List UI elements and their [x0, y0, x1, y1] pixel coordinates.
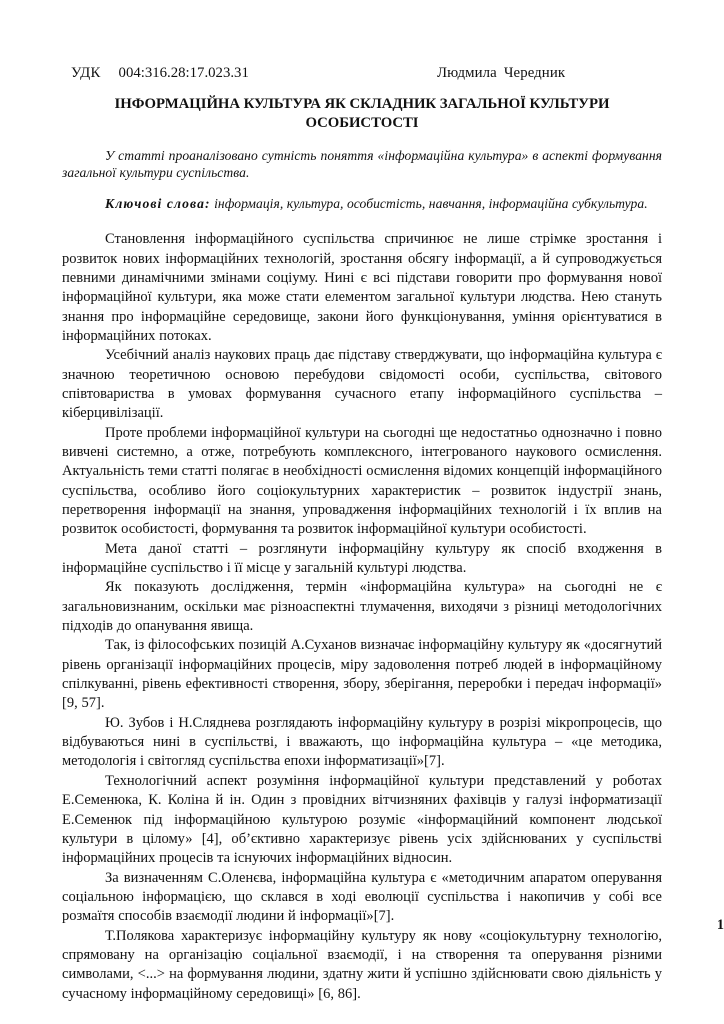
udk-code: 004:316.28:17.023.31: [118, 65, 249, 81]
body-paragraph: Як показують дослідження, термін «інформаційна культура» на сьогодні не є загальновизнаним, оскільки має різноаспектні тлумачення, виходячи з різниці методологічних підходів до опанування явища.: [62, 579, 662, 635]
author-name: [437, 63, 565, 83]
document-header: [62, 63, 662, 83]
article-body: [62, 230, 662, 1004]
udk-label: УДК: [71, 65, 101, 81]
body-paragraph: Так, із філософських позицій А.Суханов визначає інформаційну культуру як «досягнутий рівень організації інформаційних процесів, міру задоволення потреб людей в інформаційному спілкуванні, рівень ефективності створення, збору, зберігання, переробки і передач інформації» [9, 57].: [62, 637, 662, 712]
body-paragraph: Ю. Зубов і Н.Сляднева розглядають інформаційну культуру в розрізі мікропроцесів, що відбуваються нині в суспільстві, і вважають, що інформаційна культура – «це методика, методологія і світогляд суспільства епохи інформатизації»[7].: [62, 714, 662, 770]
body-paragraph: Технологічний аспект розуміння інформаційної культури представлений у роботах Е.Семенюка, К. Коліна й ін. Один з провідних вітчизняних фахівців у галузі інформатизації Е.Семенюк під інформаційною культурою розуміє «інформаційний компонент людської культури в цілому» [4], об’єктивно характеризує рівень усіх здійснюваних у суспільстві інформаційних процесів та існуючих інформаційних відносин.: [62, 772, 662, 867]
body-paragraph: Усебічний аналіз наукових праць дає підставу стверджувати, що інформаційна культура є значною теоретичною основою перебудови свідомості особи, суспільства, світового співтовариства в умовах формування сучасного етапу інформаційного суспільства – кіберцивілізації.: [62, 347, 662, 422]
body-paragraph: Т.Полякова характеризує інформаційну культуру як нову «соціокультурну технологію, спрямовану на організацію соціальної взаємодії, і на створення та оперування різними символами, <...> на формування людини, здатну жити й успішно здійснювати свою діяльність у сучасному інформаційному середовищі» [6, 86].: [62, 927, 662, 1002]
body-paragraph: Проте проблеми інформаційної культури на сьогодні ще недостатньо однозначно і повно вивчені системно, а отже, потребують комплексного, інтегрованого наукового осмислення. Актуальність теми статті полягає в необхідності осмислення відомих концепцій інформаційного суспільства, особливо його соціокультурних характеристик – розвиток індустрії знань, перетворення інформації на знання, упровадження інформаційних технологій і їх вплив на розвиток особистості, формування та розвиток інформаційної культури особистості.: [62, 424, 662, 538]
title-line-1: ІНФОРМАЦІЙНА КУЛЬТУРА ЯК СКЛАДНИК ЗАГАЛЬНОЇ КУЛЬТУРИ: [114, 96, 610, 112]
keywords-values: інформація, культура, особистість, навчання, інформаційна субкультура.: [210, 196, 648, 211]
title-line-2: ОСОБИСТОСТІ: [305, 115, 419, 131]
body-paragraph: Становлення інформаційного суспільства спричинює не лише стрімке зростання і розвиток нових інформаційних технологій, зростання обсягу інформації, а й супроводжується певними динамічними змінами соціуму. Нині є всі підстави говорити про формування нової інформаційної культури, яка може стати елементом загальної культури людства. Нею стануть знання про інформаційне середовище, закони його функціонування, уміння орієнтуватися в інформаційних потоках.: [62, 231, 662, 344]
keywords-label: Ключові слова:: [105, 196, 211, 211]
page-title: [62, 95, 662, 133]
keywords-line: [62, 195, 662, 212]
author-given-name: Людмила: [437, 65, 497, 81]
abstract-text: У статті проаналізовано сутність поняття «інформаційна культура» в аспекті формування загальної культури суспільства.: [62, 148, 662, 181]
author-family-name: Чередник: [503, 65, 566, 81]
body-paragraph: Мета даної статті – розглянути інформаційну культуру як спосіб входження в інформаційне суспільство і її місце у загальній культурі людства.: [62, 540, 662, 577]
body-paragraph: За визначенням С.Оленєва, інформаційна культура є «методичним апаратом оперування соціальною інформацією, що склався в ході еволюції суспільства і накопичив у собі все розмаїтя способів взаємодії людини й інформації»[7].: [62, 869, 662, 925]
page-content: [62, 0, 724, 1004]
udk-line: [71, 63, 249, 83]
page-number: 1: [716, 917, 724, 933]
